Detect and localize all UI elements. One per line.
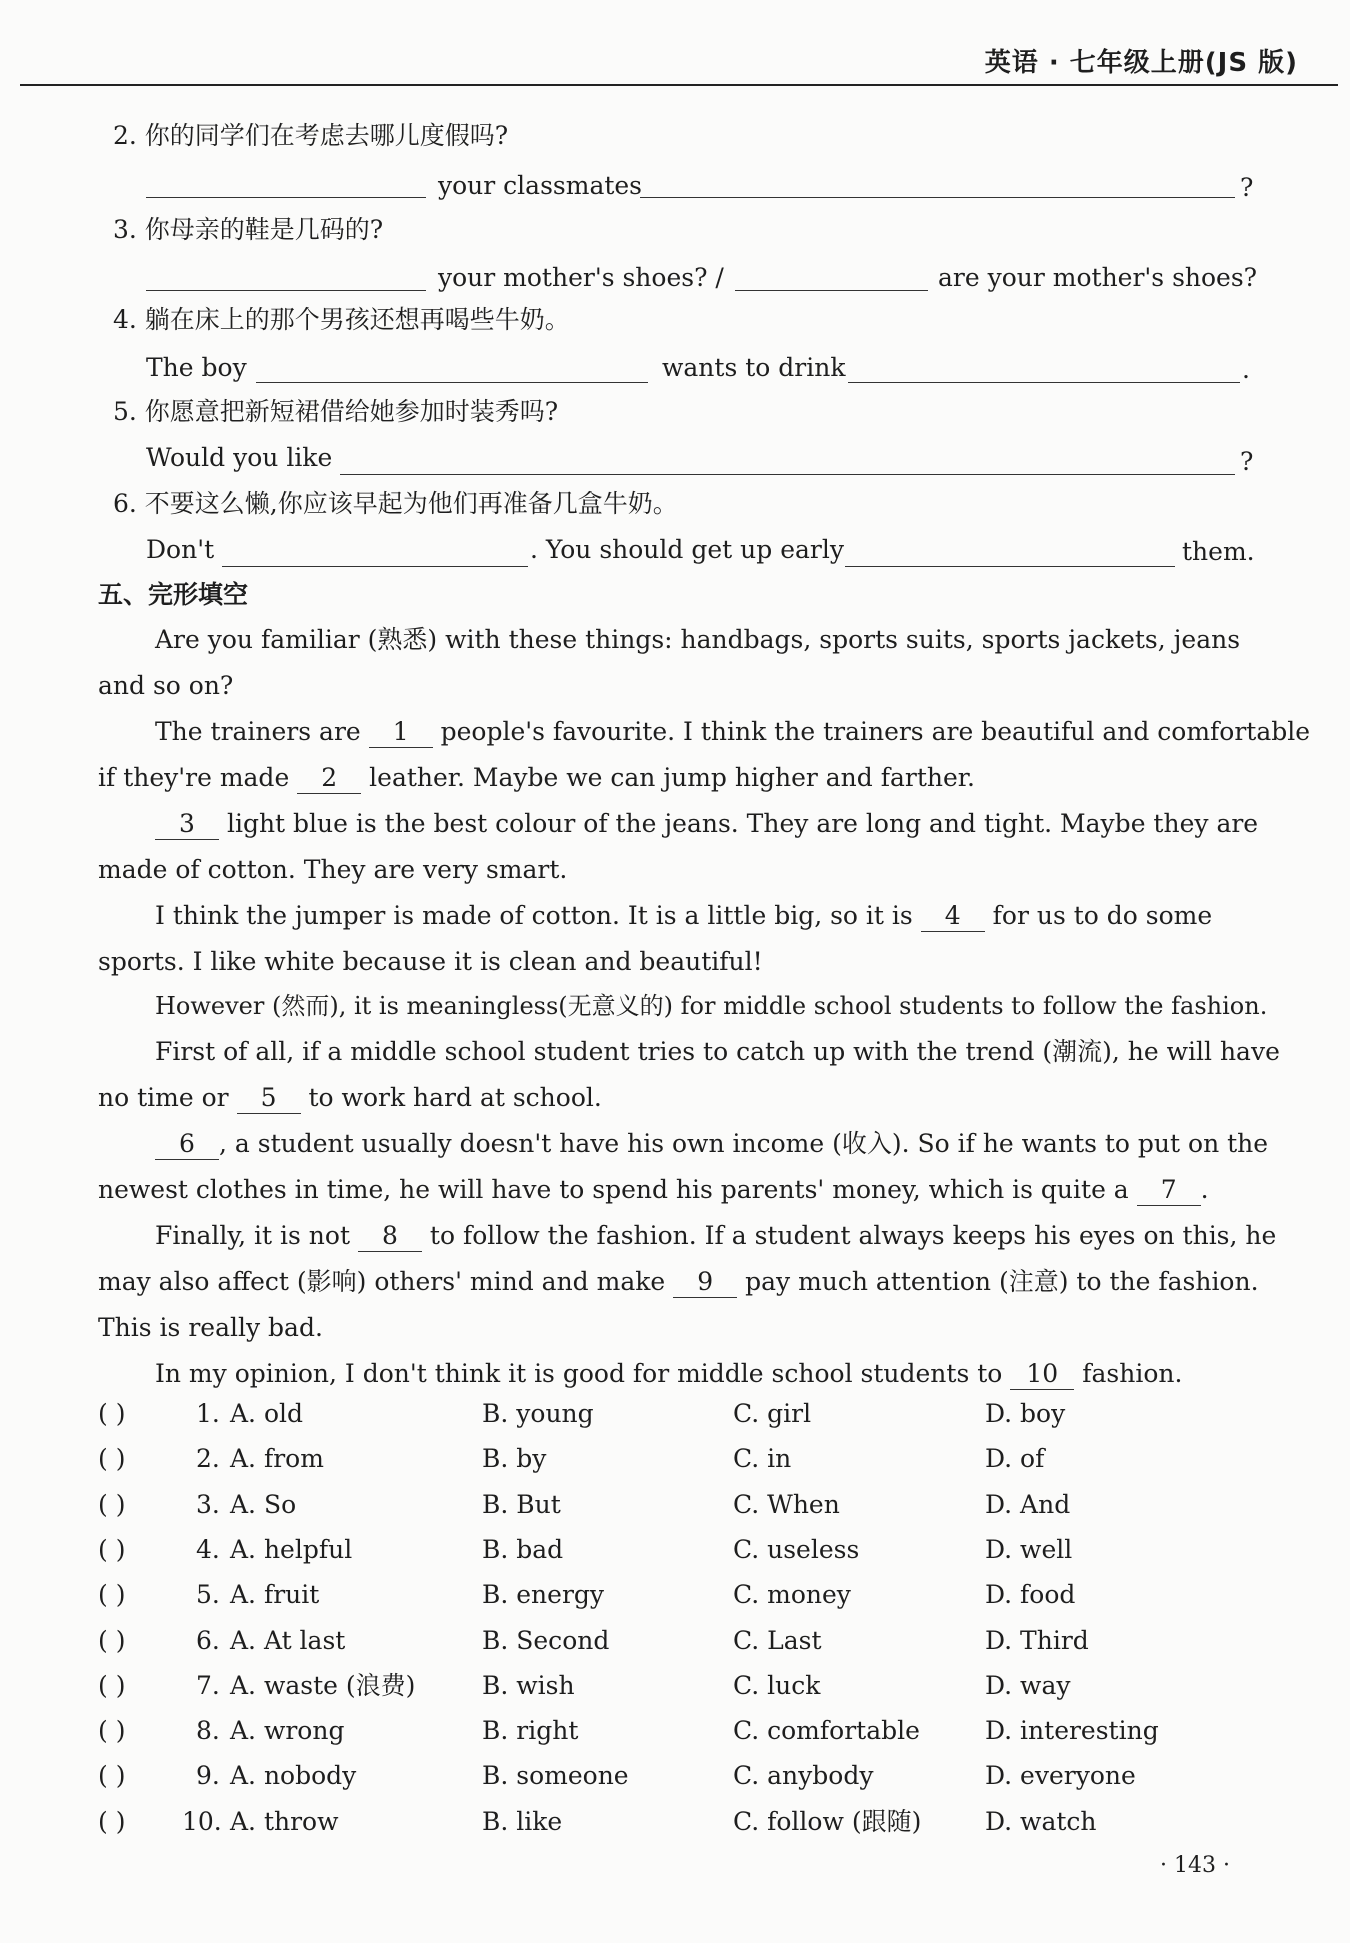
question-number: 5. [196,1580,220,1609]
passage-line: Finally, it is not 8 to follow the fashion. If a student always keeps his eyes on this, he [155,1221,1277,1250]
passage-line: made of cotton. They are very smart. [98,855,568,884]
option-c[interactable]: C. in [733,1444,792,1473]
q4-start: The boy [146,353,247,382]
q4-middle: wants to drink [662,353,846,382]
option-a[interactable]: A. helpful [230,1535,353,1564]
q5-chinese: 5. 你愿意把新短裙借给她参加时装秀吗? [113,397,559,426]
q6-chinese: 6. 不要这么懒,你应该早起为他们再准备几盒牛奶。 [113,489,678,518]
answer-bracket[interactable]: ( ) [98,1535,126,1564]
section-title: 五、完形填空 [98,580,249,609]
passage-line: The trainers are 1 people's favourite. I think the trainers are beautiful and comfortable [155,717,1311,746]
q2-blank-1[interactable] [146,197,426,198]
passage-line: Are you familiar (熟悉) with these things: handbags, sports suits, sports jackets, jeans [155,625,1241,654]
cloze-blank-9[interactable]: 9 [673,1267,737,1298]
option-d[interactable]: D. boy [985,1399,1066,1428]
q2-chinese: 2. 你的同学们在考虑去哪儿度假吗? [113,121,509,150]
cloze-blank-1[interactable]: 1 [369,717,433,748]
option-d[interactable]: D. of [985,1444,1045,1473]
option-b[interactable]: B. Second [482,1626,610,1655]
cloze-blank-2[interactable]: 2 [297,763,361,794]
cloze-blank-8[interactable]: 8 [358,1221,422,1252]
q3-blank-2[interactable] [735,290,928,291]
option-d[interactable]: D. watch [985,1807,1097,1836]
answer-bracket[interactable]: ( ) [98,1444,126,1473]
q5-end: ? [1240,447,1254,476]
passage-line: and so on? [98,671,234,700]
q6-middle: . You should get up early [530,535,844,564]
option-a[interactable]: A. At last [230,1626,346,1655]
passage-line: I think the jumper is made of cotton. It is a little big, so it is 4 for us to do some [155,901,1213,930]
q6-start: Don't [146,535,215,564]
q6-blank-1[interactable] [222,566,528,567]
passage-line: no time or 5 to work hard at school. [98,1083,602,1112]
page-header [20,40,1338,86]
question-number: 3. [196,1490,220,1519]
answer-bracket[interactable]: ( ) [98,1671,126,1700]
option-d[interactable]: D. food [985,1580,1076,1609]
q4-blank-1[interactable] [256,382,648,383]
option-c[interactable]: C. follow (跟随) [733,1807,922,1836]
option-c[interactable]: C. useless [733,1535,860,1564]
option-b[interactable]: B. wish [482,1671,575,1700]
option-c[interactable]: C. money [733,1580,851,1609]
header-title: 英语 · 七年级上册(JS 版) [984,48,1298,78]
answer-bracket[interactable]: ( ) [98,1490,126,1519]
question-number: 4. [196,1535,220,1564]
option-a[interactable]: A. fruit [230,1580,320,1609]
option-c[interactable]: C. comfortable [733,1716,920,1745]
question-number: 2. [196,1444,220,1473]
answer-bracket[interactable]: ( ) [98,1761,126,1790]
q3-middle-1: your mother's shoes? / [438,263,724,292]
option-a[interactable]: A. wrong [230,1716,345,1745]
option-a[interactable]: A. throw [230,1807,339,1836]
option-a[interactable]: A. from [230,1444,324,1473]
q5-start: Would you like [146,443,333,472]
passage-line: if they're made 2 leather. Maybe we can jump higher and farther. [98,763,975,792]
answer-bracket[interactable]: ( ) [98,1807,126,1836]
passage-line: newest clothes in time, he will have to spend his parents' money, which is quite a 7 . [98,1175,1209,1204]
cloze-blank-5[interactable]: 5 [237,1083,301,1114]
page-number: · 143 · [1160,1853,1230,1878]
q4-chinese: 4. 躺在床上的那个男孩还想再喝些牛奶。 [113,305,570,334]
passage-line: First of all, if a middle school student tries to catch up with the trend (潮流), he will have [155,1037,1280,1066]
passage-line: 3 light blue is the best colour of the jeans. They are long and tight. Maybe they are [155,806,1258,842]
option-c[interactable]: C. anybody [733,1761,874,1790]
cloze-blank-3[interactable]: 3 [155,809,219,840]
passage-line: In my opinion, I don't think it is good for middle school students to 10 fashion. [155,1359,1183,1388]
option-c[interactable]: C. When [733,1490,840,1519]
option-a[interactable]: A. old [230,1399,303,1428]
passage-line: may also affect (影响) others' mind and make 9 pay much attention (注意) to the fashion. [98,1267,1259,1296]
option-c[interactable]: C. luck [733,1671,821,1700]
question-number: 10. [182,1807,222,1836]
cloze-blank-10[interactable]: 10 [1010,1359,1074,1390]
option-b[interactable]: B. someone [482,1761,629,1790]
passage-line: 6 , a student usually doesn't have his own income (收入). So if he wants to put on the [155,1126,1268,1162]
question-number: 7. [196,1671,220,1700]
option-b[interactable]: B. right [482,1716,579,1745]
option-d[interactable]: D. way [985,1671,1071,1700]
question-number: 6. [196,1626,220,1655]
option-b[interactable]: B. by [482,1444,547,1473]
option-a[interactable]: A. waste (浪费) [230,1671,416,1700]
passage-line: This is really bad. [98,1313,323,1342]
q3-blank-1[interactable] [146,290,426,291]
q3-middle-2: are your mother's shoes? [938,263,1258,292]
q6-blank-2[interactable] [845,566,1175,567]
cloze-blank-6[interactable]: 6 [155,1129,219,1160]
answer-bracket[interactable]: ( ) [98,1626,126,1655]
option-d[interactable]: D. everyone [985,1761,1136,1790]
answer-bracket[interactable]: ( ) [98,1716,126,1745]
option-b[interactable]: B. But [482,1490,561,1519]
cloze-blank-4[interactable]: 4 [921,901,985,932]
cloze-blank-7[interactable]: 7 [1137,1175,1201,1206]
passage-line: sports. I like white because it is clean and beautiful! [98,947,763,976]
q6-end: them. [1182,537,1255,566]
q4-end: . [1242,355,1250,384]
question-number: 9. [196,1761,220,1790]
option-a[interactable]: A. So [230,1490,297,1519]
option-c[interactable]: C. girl [733,1399,812,1428]
option-d[interactable]: D. And [985,1490,1071,1519]
q5-blank[interactable] [340,474,1235,475]
option-b[interactable]: B. bad [482,1535,564,1564]
option-d[interactable]: D. Third [985,1626,1089,1655]
question-number: 1. [196,1399,220,1428]
q3-chinese: 3. 你母亲的鞋是几码的? [113,215,384,244]
option-b[interactable]: B. energy [482,1580,605,1609]
option-d[interactable]: D. interesting [985,1716,1159,1745]
answer-bracket[interactable]: ( ) [98,1580,126,1609]
option-d[interactable]: D. well [985,1535,1073,1564]
option-b[interactable]: B. like [482,1807,563,1836]
option-c[interactable]: C. Last [733,1626,822,1655]
passage-line: However (然而), it is meaningless(无意义的) for middle school students to follow the fashion. [155,992,1268,1020]
option-a[interactable]: A. nobody [230,1761,357,1790]
option-b[interactable]: B. young [482,1399,594,1428]
answer-bracket[interactable]: ( ) [98,1399,126,1428]
q2-middle: your classmates [438,171,643,200]
q4-blank-2[interactable] [848,382,1240,383]
question-number: 8. [196,1716,220,1745]
q2-blank-2[interactable] [640,197,1235,198]
q2-end: ? [1240,173,1254,202]
